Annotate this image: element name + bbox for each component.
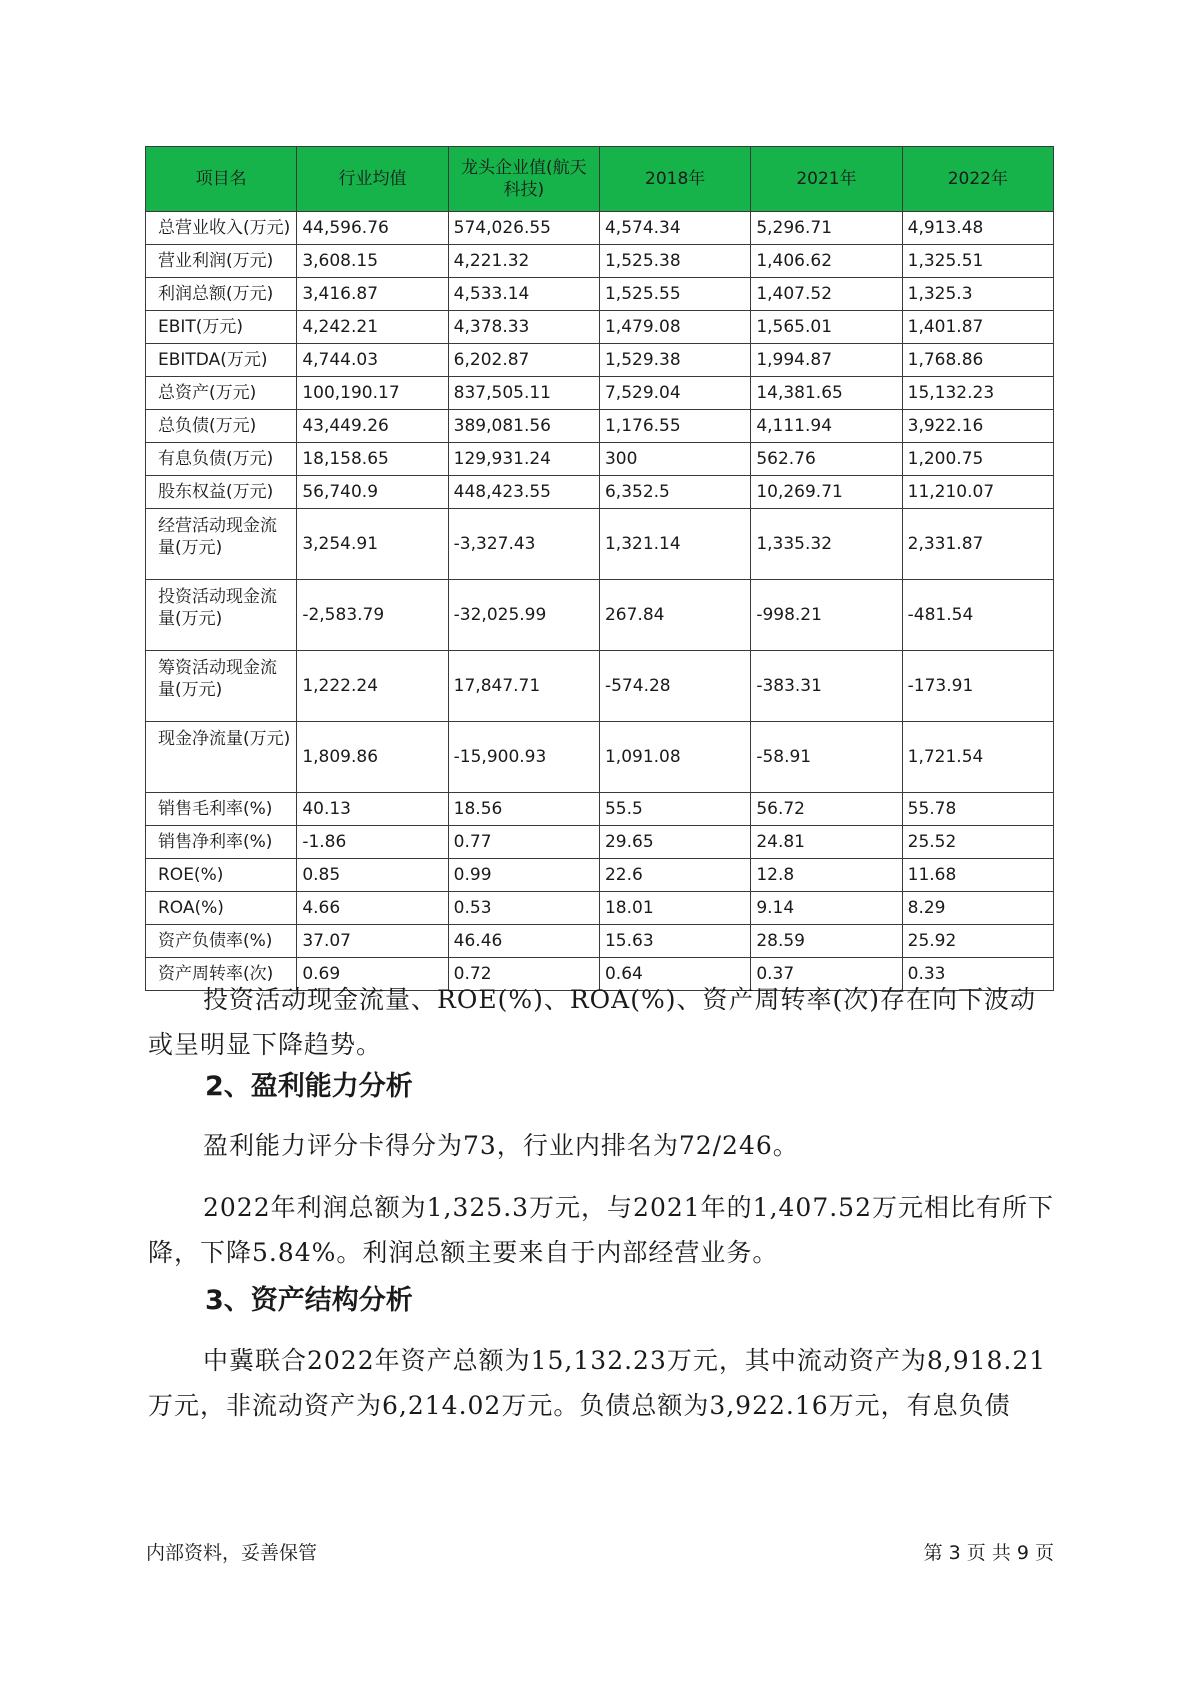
table-cell: 25.52: [902, 826, 1053, 859]
table-cell: 8.29: [902, 892, 1053, 925]
table-cell: 837,505.11: [448, 377, 599, 410]
table-cell: 3,254.91: [297, 509, 448, 580]
row-label: 资产负债率(%): [146, 925, 297, 958]
table-cell: 1,325.51: [902, 245, 1053, 278]
table-cell: -173.91: [902, 651, 1053, 722]
table-cell: 4,378.33: [448, 311, 599, 344]
row-label: 有息负债(万元): [146, 443, 297, 476]
table-cell: 1,565.01: [751, 311, 902, 344]
column-header: 项目名: [146, 147, 297, 212]
table-row: [146, 311, 1054, 344]
table-cell: 300: [599, 443, 750, 476]
table-cell: 29.65: [599, 826, 750, 859]
table-cell: 0.37: [751, 958, 902, 991]
section-heading-asset-structure: 3、资产结构分析: [205, 1285, 413, 1316]
row-label: 经营活动现金流量(万元): [146, 509, 297, 580]
table-cell: 9.14: [751, 892, 902, 925]
table-cell: 24.81: [751, 826, 902, 859]
table-cell: -2,583.79: [297, 580, 448, 651]
table-cell: 40.13: [297, 793, 448, 826]
table-cell: 1,200.75: [902, 443, 1053, 476]
table-cell: -998.21: [751, 580, 902, 651]
table-cell: 267.84: [599, 580, 750, 651]
table-cell: 5,296.71: [751, 212, 902, 245]
table-cell: 0.77: [448, 826, 599, 859]
table-cell: -574.28: [599, 651, 750, 722]
table-cell: 4,111.94: [751, 410, 902, 443]
paragraph-profit-detail: 2022年利润总额为1,325.3万元，与2021年的1,407.52万元相比有所下降，下降5.84%。利润总额主要来自于内部经营业务。: [148, 1193, 1054, 1267]
table-cell: 129,931.24: [448, 443, 599, 476]
table-cell: 55.5: [599, 793, 750, 826]
table-cell: -3,327.43: [448, 509, 599, 580]
table-cell: 0.33: [902, 958, 1053, 991]
table-cell: 15.63: [599, 925, 750, 958]
table-row: [146, 793, 1054, 826]
table-cell: 2,331.87: [902, 509, 1053, 580]
table-cell: 43,449.26: [297, 410, 448, 443]
table-cell: 55.78: [902, 793, 1053, 826]
table-row: [146, 245, 1054, 278]
table-cell: 4,221.32: [448, 245, 599, 278]
table-cell: -32,025.99: [448, 580, 599, 651]
table-cell: 4,913.48: [902, 212, 1053, 245]
table-cell: 4,533.14: [448, 278, 599, 311]
table-row: [146, 925, 1054, 958]
row-label: 总资产(万元): [146, 377, 297, 410]
row-label: 销售净利率(%): [146, 826, 297, 859]
table-cell: 28.59: [751, 925, 902, 958]
table-cell: 1,325.3: [902, 278, 1053, 311]
table-cell: 56,740.9: [297, 476, 448, 509]
table-cell: 37.07: [297, 925, 448, 958]
row-label: 筹资活动现金流量(万元): [146, 651, 297, 722]
table-row: [146, 344, 1054, 377]
row-label: 总营业收入(万元): [146, 212, 297, 245]
table-cell: 448,423.55: [448, 476, 599, 509]
table-cell: 0.99: [448, 859, 599, 892]
table-cell: 6,352.5: [599, 476, 750, 509]
table-cell: 0.64: [599, 958, 750, 991]
footer-confidential-note: 内部资料，妥善保管: [146, 1542, 318, 1564]
table-cell: 4.66: [297, 892, 448, 925]
table-row: [146, 859, 1054, 892]
column-header: 2018年: [599, 147, 750, 212]
table-cell: 17,847.71: [448, 651, 599, 722]
table-cell: 10,269.71: [751, 476, 902, 509]
table-row: [146, 509, 1054, 580]
table-body: [146, 212, 1054, 991]
table-cell: 1,479.08: [599, 311, 750, 344]
footer-page-number: 第 3 页 共 9 页: [923, 1542, 1054, 1564]
table-cell: 22.6: [599, 859, 750, 892]
table-cell: 0.85: [297, 859, 448, 892]
table-cell: 1,406.62: [751, 245, 902, 278]
row-label: ROE(%): [146, 859, 297, 892]
table-cell: 18,158.65: [297, 443, 448, 476]
table-cell: 1,222.24: [297, 651, 448, 722]
row-label: 现金净流量(万元): [146, 722, 297, 793]
table-cell: 0.72: [448, 958, 599, 991]
table-cell: 11,210.07: [902, 476, 1053, 509]
column-header: 2021年: [751, 147, 902, 212]
table-row: [146, 443, 1054, 476]
table-cell: 56.72: [751, 793, 902, 826]
table-row: [146, 892, 1054, 925]
row-label: EBITDA(万元): [146, 344, 297, 377]
table-cell: 11.68: [902, 859, 1053, 892]
financial-indicators-table: [145, 146, 1054, 991]
row-label: 营业利润(万元): [146, 245, 297, 278]
row-label: 利润总额(万元): [146, 278, 297, 311]
table-row: [146, 722, 1054, 793]
table-cell: 3,608.15: [297, 245, 448, 278]
table-cell: 18.01: [599, 892, 750, 925]
table-cell: 0.69: [297, 958, 448, 991]
row-label: 销售毛利率(%): [146, 793, 297, 826]
table-header: [146, 147, 1054, 212]
table-cell: 1,321.14: [599, 509, 750, 580]
table-cell: -58.91: [751, 722, 902, 793]
table-cell: 1,994.87: [751, 344, 902, 377]
table-cell: 4,744.03: [297, 344, 448, 377]
table-cell: 1,529.38: [599, 344, 750, 377]
table-header-row: [146, 147, 1054, 212]
table-cell: 1,721.54: [902, 722, 1053, 793]
row-label: 总负债(万元): [146, 410, 297, 443]
row-label: ROA(%): [146, 892, 297, 925]
table-cell: 3,922.16: [902, 410, 1053, 443]
column-header: 2022年: [902, 147, 1053, 212]
table-cell: 4,242.21: [297, 311, 448, 344]
row-label: EBIT(万元): [146, 311, 297, 344]
table-cell: 1,176.55: [599, 410, 750, 443]
table-cell: 1,401.87: [902, 311, 1053, 344]
column-header: 龙头企业值(航天科技): [448, 147, 599, 212]
table-cell: -15,900.93: [448, 722, 599, 793]
table-row: [146, 377, 1054, 410]
table-cell: 1,091.08: [599, 722, 750, 793]
table-cell: 44,596.76: [297, 212, 448, 245]
table-cell: 46.46: [448, 925, 599, 958]
section-heading-profitability: 2、盈利能力分析: [205, 1071, 413, 1102]
table-cell: 1,407.52: [751, 278, 902, 311]
table-cell: 1,335.32: [751, 509, 902, 580]
table-cell: 14,381.65: [751, 377, 902, 410]
table-cell: -481.54: [902, 580, 1053, 651]
table-cell: -1.86: [297, 826, 448, 859]
table-cell: 1,768.86: [902, 344, 1053, 377]
table-cell: 18.56: [448, 793, 599, 826]
paragraph-profit-score: 盈利能力评分卡得分为73，行业内排名为72/246。: [203, 1131, 799, 1160]
table-row: [146, 212, 1054, 245]
table-cell: -383.31: [751, 651, 902, 722]
table-row: [146, 580, 1054, 651]
paragraph-asset-structure: 中冀联合2022年资产总额为15,132.23万元，其中流动资产为8,918.21万元，非流动资产为6,214.02万元。负债总额为3,922.16万元，有息负债: [148, 1346, 1047, 1420]
table-row: [146, 476, 1054, 509]
table-cell: 3,416.87: [297, 278, 448, 311]
table-cell: 4,574.34: [599, 212, 750, 245]
table-cell: 1,809.86: [297, 722, 448, 793]
table-cell: 7,529.04: [599, 377, 750, 410]
row-label: 资产周转率(次): [146, 958, 297, 991]
table-cell: 1,525.55: [599, 278, 750, 311]
table-row: [146, 278, 1054, 311]
table-cell: 12.8: [751, 859, 902, 892]
table-cell: 0.53: [448, 892, 599, 925]
table-row: [146, 826, 1054, 859]
table-row: [146, 651, 1054, 722]
table-cell: 25.92: [902, 925, 1053, 958]
table-cell: 6,202.87: [448, 344, 599, 377]
row-label: 股东权益(万元): [146, 476, 297, 509]
table-cell: 562.76: [751, 443, 902, 476]
column-header: 行业均值: [297, 147, 448, 212]
row-label: 投资活动现金流量(万元): [146, 580, 297, 651]
table-cell: 389,081.56: [448, 410, 599, 443]
table-row: [146, 410, 1054, 443]
table-cell: 100,190.17: [297, 377, 448, 410]
table-cell: 1,525.38: [599, 245, 750, 278]
paragraph-trend: 投资活动现金流量、ROE(%)、ROA(%)、资产周转率(次)存在向下波动或呈明显下降趋势。: [148, 985, 1036, 1059]
table-cell: 574,026.55: [448, 212, 599, 245]
table-cell: 15,132.23: [902, 377, 1053, 410]
